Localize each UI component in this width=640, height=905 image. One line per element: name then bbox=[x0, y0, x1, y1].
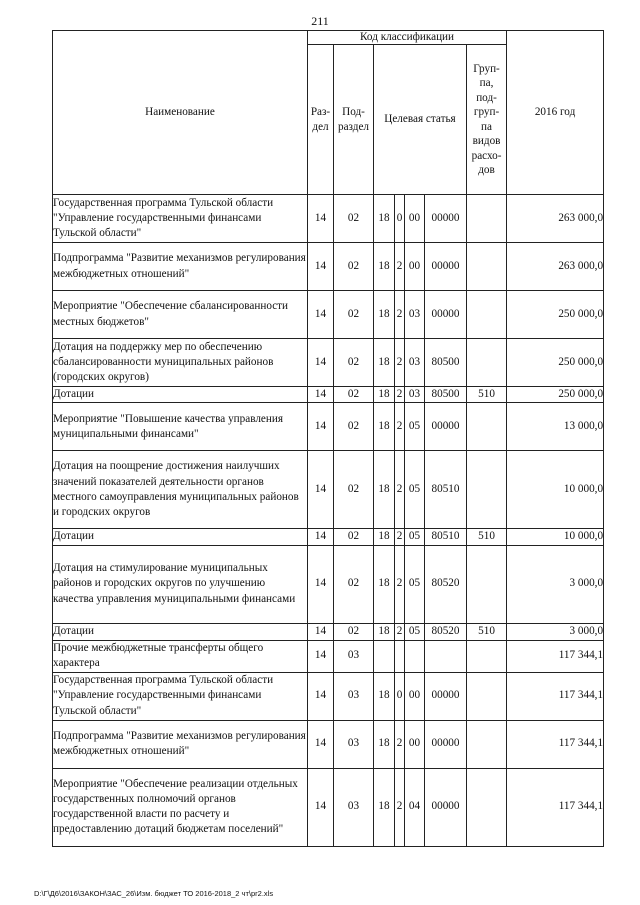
row-name: Подпрограмма "Развитие механизмов регулирования межбюджетных отношений" bbox=[53, 243, 308, 291]
row-program bbox=[374, 640, 395, 672]
row-section: 14 bbox=[308, 529, 334, 545]
row-subsection: 03 bbox=[334, 720, 374, 768]
col-group-header: Груп- па, под- груп- па видов расхо- дов bbox=[467, 45, 507, 195]
row-direction: 00000 bbox=[425, 291, 467, 339]
table-body bbox=[53, 195, 604, 847]
row-subprogram: 2 bbox=[395, 339, 405, 387]
row-amount: 10 000,0 bbox=[507, 451, 604, 529]
row-name: Дотация на поощрение достижения наилучших значений показателей деятельности органов местного самоуправления муниципальных районов и городских округов bbox=[53, 451, 308, 529]
col-subsection-header: Под- раздел bbox=[334, 45, 374, 195]
table-row bbox=[53, 195, 604, 243]
row-group bbox=[467, 545, 507, 623]
row-subprogram: 2 bbox=[395, 768, 405, 846]
row-subsection: 03 bbox=[334, 640, 374, 672]
row-subsection: 02 bbox=[334, 623, 374, 640]
row-group bbox=[467, 195, 507, 243]
row-program: 18 bbox=[374, 291, 395, 339]
row-subsection: 02 bbox=[334, 545, 374, 623]
row-section: 14 bbox=[308, 672, 334, 720]
row-subprogram: 2 bbox=[395, 623, 405, 640]
row-subprogram: 2 bbox=[395, 387, 405, 403]
row-amount: 13 000,0 bbox=[507, 403, 604, 451]
col-name-header: Наименование bbox=[53, 31, 308, 195]
row-section: 14 bbox=[308, 291, 334, 339]
row-main-event: 05 bbox=[405, 623, 425, 640]
row-main-event bbox=[405, 640, 425, 672]
row-subprogram bbox=[395, 640, 405, 672]
row-direction bbox=[425, 640, 467, 672]
row-group bbox=[467, 291, 507, 339]
row-section: 14 bbox=[308, 387, 334, 403]
row-subsection: 02 bbox=[334, 243, 374, 291]
row-program: 18 bbox=[374, 403, 395, 451]
row-name: Мероприятие "Обеспечение реализации отдельных государственных полномочий органов государственной власти по расчету и предоставлению дотаций бюджетам поселений" bbox=[53, 768, 308, 846]
row-subprogram: 2 bbox=[395, 529, 405, 545]
table-row bbox=[53, 339, 604, 387]
row-section: 14 bbox=[308, 195, 334, 243]
table-row bbox=[53, 451, 604, 529]
row-direction: 80500 bbox=[425, 387, 467, 403]
table-row bbox=[53, 387, 604, 403]
row-subsection: 02 bbox=[334, 195, 374, 243]
table-row bbox=[53, 623, 604, 640]
row-amount: 10 000,0 bbox=[507, 529, 604, 545]
row-program: 18 bbox=[374, 451, 395, 529]
header-row bbox=[53, 31, 604, 45]
col-section-header: Раз- дел bbox=[308, 45, 334, 195]
row-subprogram: 2 bbox=[395, 291, 405, 339]
row-amount: 117 344,1 bbox=[507, 672, 604, 720]
table-row bbox=[53, 545, 604, 623]
row-direction: 80500 bbox=[425, 339, 467, 387]
row-section: 14 bbox=[308, 768, 334, 846]
row-section: 14 bbox=[308, 545, 334, 623]
row-name: Мероприятие "Обеспечение сбалансированности местных бюджетов" bbox=[53, 291, 308, 339]
row-program: 18 bbox=[374, 195, 395, 243]
row-group bbox=[467, 243, 507, 291]
row-main-event: 04 bbox=[405, 768, 425, 846]
row-main-event: 05 bbox=[405, 403, 425, 451]
row-section: 14 bbox=[308, 640, 334, 672]
row-subprogram: 2 bbox=[395, 451, 405, 529]
row-main-event: 05 bbox=[405, 451, 425, 529]
row-group: 510 bbox=[467, 387, 507, 403]
row-program: 18 bbox=[374, 672, 395, 720]
row-program: 18 bbox=[374, 623, 395, 640]
col-year-header: 2016 год bbox=[507, 31, 604, 195]
row-subprogram: 0 bbox=[395, 672, 405, 720]
row-group: 510 bbox=[467, 623, 507, 640]
row-subprogram: 2 bbox=[395, 243, 405, 291]
row-name: Прочие межбюджетные трансферты общего характера bbox=[53, 640, 308, 672]
row-name: Дотация на поддержку мер по обеспечению сбалансированности муниципальных районов (городских округов) bbox=[53, 339, 308, 387]
row-direction: 80510 bbox=[425, 451, 467, 529]
row-name: Государственная программа Тульской области "Управление государственными финансами Тульской области" bbox=[53, 195, 308, 243]
table-row bbox=[53, 768, 604, 846]
row-section: 14 bbox=[308, 623, 334, 640]
table-row bbox=[53, 291, 604, 339]
row-section: 14 bbox=[308, 720, 334, 768]
row-amount: 3 000,0 bbox=[507, 545, 604, 623]
row-main-event: 03 bbox=[405, 387, 425, 403]
row-group bbox=[467, 451, 507, 529]
row-subsection: 02 bbox=[334, 387, 374, 403]
row-direction: 00000 bbox=[425, 403, 467, 451]
row-main-event: 00 bbox=[405, 243, 425, 291]
row-program: 18 bbox=[374, 339, 395, 387]
row-subsection: 02 bbox=[334, 291, 374, 339]
row-direction: 80520 bbox=[425, 545, 467, 623]
footer-file-path: D:\Г\Д6\2016\ЗАКОН\ЗАС_26\Изм. бюджет ТО 2016-2018_2 чт\pr2.xls bbox=[34, 889, 274, 898]
row-main-event: 00 bbox=[405, 672, 425, 720]
row-subsection: 03 bbox=[334, 672, 374, 720]
row-subsection: 02 bbox=[334, 339, 374, 387]
row-name: Дотации bbox=[53, 529, 308, 545]
row-section: 14 bbox=[308, 243, 334, 291]
row-group bbox=[467, 339, 507, 387]
row-amount: 250 000,0 bbox=[507, 291, 604, 339]
row-direction: 80520 bbox=[425, 623, 467, 640]
row-direction: 00000 bbox=[425, 195, 467, 243]
table-row bbox=[53, 720, 604, 768]
row-amount: 117 344,1 bbox=[507, 720, 604, 768]
row-direction: 00000 bbox=[425, 243, 467, 291]
row-main-event: 00 bbox=[405, 195, 425, 243]
page-number: 211 bbox=[311, 14, 329, 28]
row-direction: 00000 bbox=[425, 768, 467, 846]
row-group bbox=[467, 672, 507, 720]
classification-header: Код классификации bbox=[308, 31, 507, 45]
row-section: 14 bbox=[308, 339, 334, 387]
row-subsection: 02 bbox=[334, 403, 374, 451]
budget-table bbox=[52, 30, 604, 847]
row-direction: 00000 bbox=[425, 720, 467, 768]
table-row bbox=[53, 403, 604, 451]
col-target-article-header: Целевая статья bbox=[374, 45, 467, 195]
row-section: 14 bbox=[308, 403, 334, 451]
row-main-event: 05 bbox=[405, 545, 425, 623]
row-direction: 80510 bbox=[425, 529, 467, 545]
row-group bbox=[467, 640, 507, 672]
table-row bbox=[53, 672, 604, 720]
row-subsection: 03 bbox=[334, 768, 374, 846]
row-amount: 263 000,0 bbox=[507, 243, 604, 291]
row-program: 18 bbox=[374, 529, 395, 545]
row-direction: 00000 bbox=[425, 672, 467, 720]
row-subprogram: 2 bbox=[395, 403, 405, 451]
row-subprogram: 2 bbox=[395, 545, 405, 623]
row-name: Государственная программа Тульской области "Управление государственными финансами Тульской области" bbox=[53, 672, 308, 720]
row-program: 18 bbox=[374, 545, 395, 623]
row-main-event: 03 bbox=[405, 339, 425, 387]
row-group bbox=[467, 403, 507, 451]
row-main-event: 05 bbox=[405, 529, 425, 545]
table-row bbox=[53, 640, 604, 672]
row-amount: 117 344,1 bbox=[507, 768, 604, 846]
row-name: Подпрограмма "Развитие механизмов регулирования межбюджетных отношений" bbox=[53, 720, 308, 768]
row-group: 510 bbox=[467, 529, 507, 545]
table-row bbox=[53, 243, 604, 291]
row-name: Дотации bbox=[53, 623, 308, 640]
row-program: 18 bbox=[374, 768, 395, 846]
row-amount: 263 000,0 bbox=[507, 195, 604, 243]
row-subsection: 02 bbox=[334, 451, 374, 529]
row-name: Мероприятие "Повышение качества управления муниципальными финансами" bbox=[53, 403, 308, 451]
row-group bbox=[467, 768, 507, 846]
row-main-event: 03 bbox=[405, 291, 425, 339]
row-subsection: 02 bbox=[334, 529, 374, 545]
row-group bbox=[467, 720, 507, 768]
row-program: 18 bbox=[374, 243, 395, 291]
row-program: 18 bbox=[374, 720, 395, 768]
row-amount: 250 000,0 bbox=[507, 387, 604, 403]
row-amount: 3 000,0 bbox=[507, 623, 604, 640]
row-amount: 250 000,0 bbox=[507, 339, 604, 387]
row-name: Дотация на стимулирование муниципальных районов и городских округов по улучшению качества управления муниципальными финансами bbox=[53, 545, 308, 623]
row-section: 14 bbox=[308, 451, 334, 529]
row-name: Дотации bbox=[53, 387, 308, 403]
table-row bbox=[53, 529, 604, 545]
row-subprogram: 2 bbox=[395, 720, 405, 768]
row-amount: 117 344,1 bbox=[507, 640, 604, 672]
row-main-event: 00 bbox=[405, 720, 425, 768]
row-subprogram: 0 bbox=[395, 195, 405, 243]
row-program: 18 bbox=[374, 387, 395, 403]
